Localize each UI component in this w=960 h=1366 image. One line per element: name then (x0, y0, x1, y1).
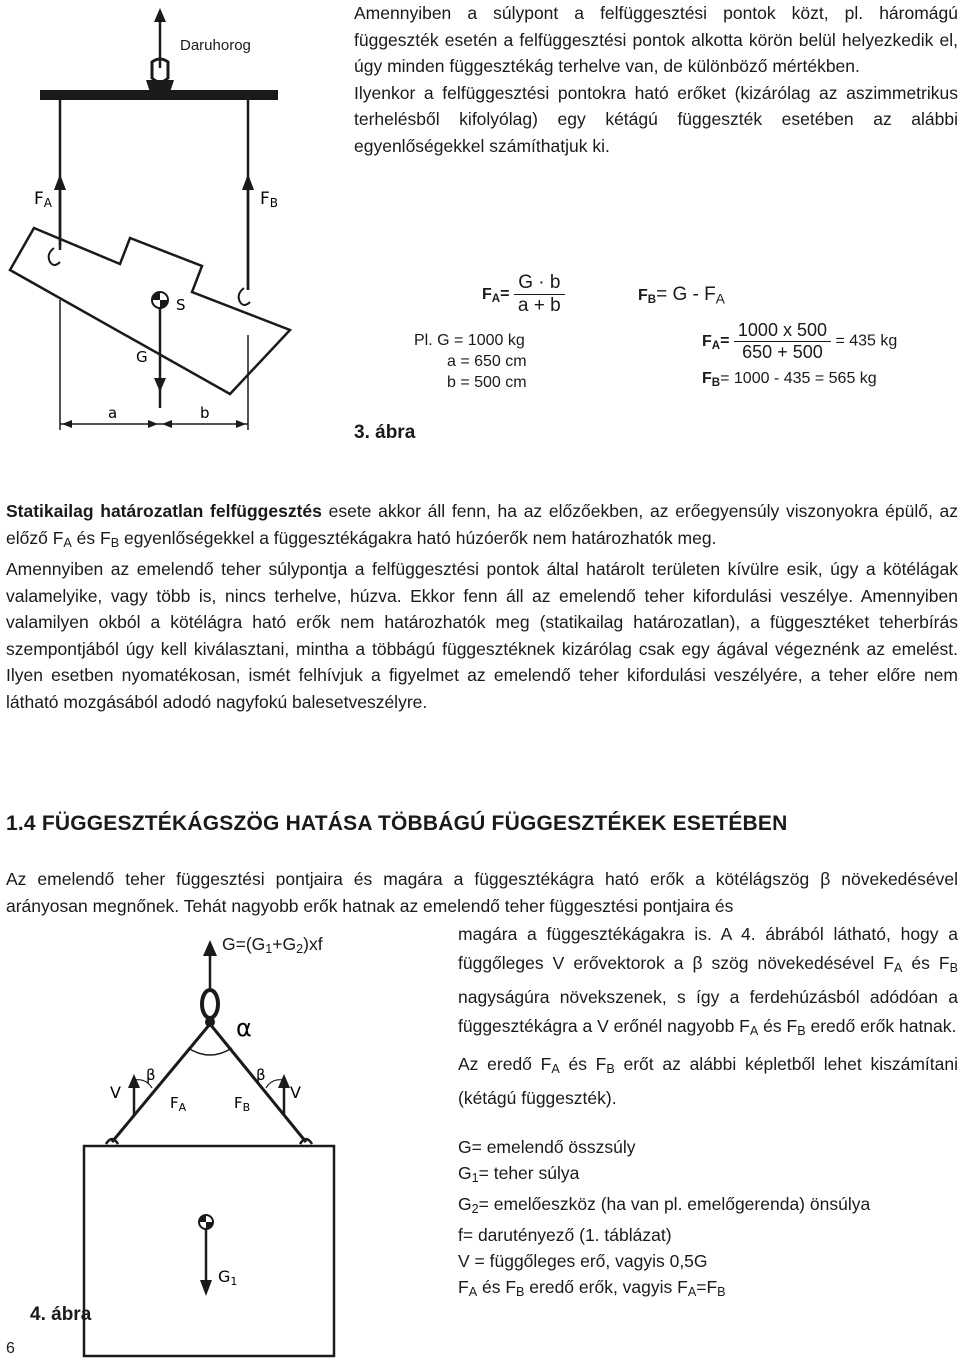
legend-g: G= emelendő összsúly (458, 1137, 636, 1157)
figure-3 (0, 0, 350, 450)
formula-fa: $F_A=$ $\frac{G \cdot b}{a + b}$ (482, 272, 565, 317)
right-column-text: magára a függesztékágakra is. A 4. ábrából látható, hogy a függőleges V erővektorok a β szög növekedésével $F_A$ és $F_B$ nagyságúra növekszenek, s így a ferdehúzásból adódóan a függesztékágra a V erőnél nagyobb $F_A$ és $F_B$ eredő erők hatnak. Az eredő $F_A$ és $F_B$ erőt az alábbi képletből lehet kiszámítani (kétágú függeszték). (458, 924, 958, 1109)
legend-v: V = függőleges erő, vagyis 0,5G (458, 1251, 708, 1272)
fig3-fb-label: FB (260, 189, 279, 210)
fig4-g1-label: G1 (218, 1267, 238, 1288)
legend-fa-fb: $F_A$ és $F_B$ eredő erők, vagyis $F_A=F_B$ (458, 1277, 726, 1300)
fig4-fb-label: $F_B$ (234, 1094, 251, 1114)
figure-3-caption: 3. ábra (354, 422, 416, 443)
fig4-v-right: V (290, 1083, 301, 1102)
legend-g1: $G_1=$ teher súlya (458, 1163, 580, 1186)
example-fa: $F_A=$ $\frac{1000 x 500}{650 + 500}$ = 435 kg (702, 320, 898, 362)
fig3-fa-label: FA (34, 189, 52, 210)
page-number: 6 (6, 1340, 15, 1357)
fig4-alpha: α (236, 1014, 252, 1042)
legend-g2: $G_2=$ emelőeszköz (ha van pl. emelőgerenda) önsúlya (458, 1194, 871, 1217)
crane-hook-label: Daruhorog (180, 37, 251, 54)
top-paragraph-2: Ilyenkor a felfüggesztési pontokra ható erőket (kizárólag az aszimmetrikus terhelésből kifolyólag) egy kétágú függeszték esetében az alábbi egyenlőségekkel számíthatjuk ki. (354, 82, 958, 156)
formula-fb: $F_B= G - F_A$ (638, 284, 725, 307)
fig3-s-label: S (176, 296, 186, 314)
fig4-fa-label: $F_A$ (170, 1094, 187, 1114)
fig4-beta-right: β (256, 1066, 266, 1084)
example-values: Pl. G = 1000 kg a = 650 cm b = 500 cm (414, 332, 527, 391)
formula-fa-fraction: $\frac{G \cdot b}{a + b}$ (514, 272, 565, 317)
section-heading: 1.4 FÜGGESZTÉKÁGSZÖG HATÁSA TÖBBÁGÚ FÜGGESZTÉKEK ESETÉBEN (6, 812, 788, 835)
fig3-b-label: b (200, 404, 210, 422)
symbol-legend (458, 1134, 958, 1305)
figure-4 (0, 920, 450, 1366)
intro-paragraph: Az emelendő teher függesztési pontjaira és magára a függesztékágra ható erők a kötélágszög β növekedésével arányosan megnőnek. Tehát nagyobb erők hatnak az emelendő teher függesztési pontjaira és (6, 869, 958, 916)
figure-4-caption: 4. ábra (30, 1304, 92, 1325)
static-indeterminate-paragraph: Statikailag határozatlan felfüggesztés esete akkor áll fenn, ha az előzőekben, az erőegyensúly viszonyokra épülő, az előző $F_A$ és $F_B$ egyenlőségekkel a függesztékágakra ható húzóerők nem határozhatók meg. Amennyiben az emelendő teher súlypontja a felfüggesztési pontok által határolt területen kívülre esik, úgy a kötélágak valamelyike, vagy több is, nincs terhelve, húzva. Ekkor fenn áll az emelendő teher kifordulási veszélye. Amennyiben valamilyen okból a kötélágra ható erők nem határozhatók meg (statikailag határozatlan), a függesztéket teherbírás szempontjából úgy kell kiválasztani, mintha a többágú függesztéknek kizárólag csak egy ágával végeznénk az emelést. Ilyen esetben nyomatékosan, ismét felhívjuk a figyelmet az emelendő teher kifordulási veszélyére, a teher előre nem látható mozgásából adodó nagyfokú balesetveszélyre. (6, 501, 959, 712)
top-paragraph-1: Amennyiben a súlypont a felfüggesztési pontok közt, pl. háromágú függeszték esetén a felfüggesztési pontok alkotta körön belül helyezkedik el, úgy minden függesztékág terhelve van, de különböző mértékben. (354, 3, 958, 76)
fig4-v-left: V (110, 1083, 121, 1102)
fig3-g-label: G (136, 348, 148, 366)
example-fb: $F_B= 1000 - 435 = 565$ kg (702, 370, 877, 389)
top-paragraph (354, 0, 958, 159)
fig4-beta-left: β (146, 1066, 156, 1084)
formula-g: $G=(G_1+G_2)xf$ (222, 934, 323, 957)
fig3-a-label: a (108, 404, 118, 422)
legend-f: f= darutényező (1. táblázat) (458, 1225, 672, 1246)
